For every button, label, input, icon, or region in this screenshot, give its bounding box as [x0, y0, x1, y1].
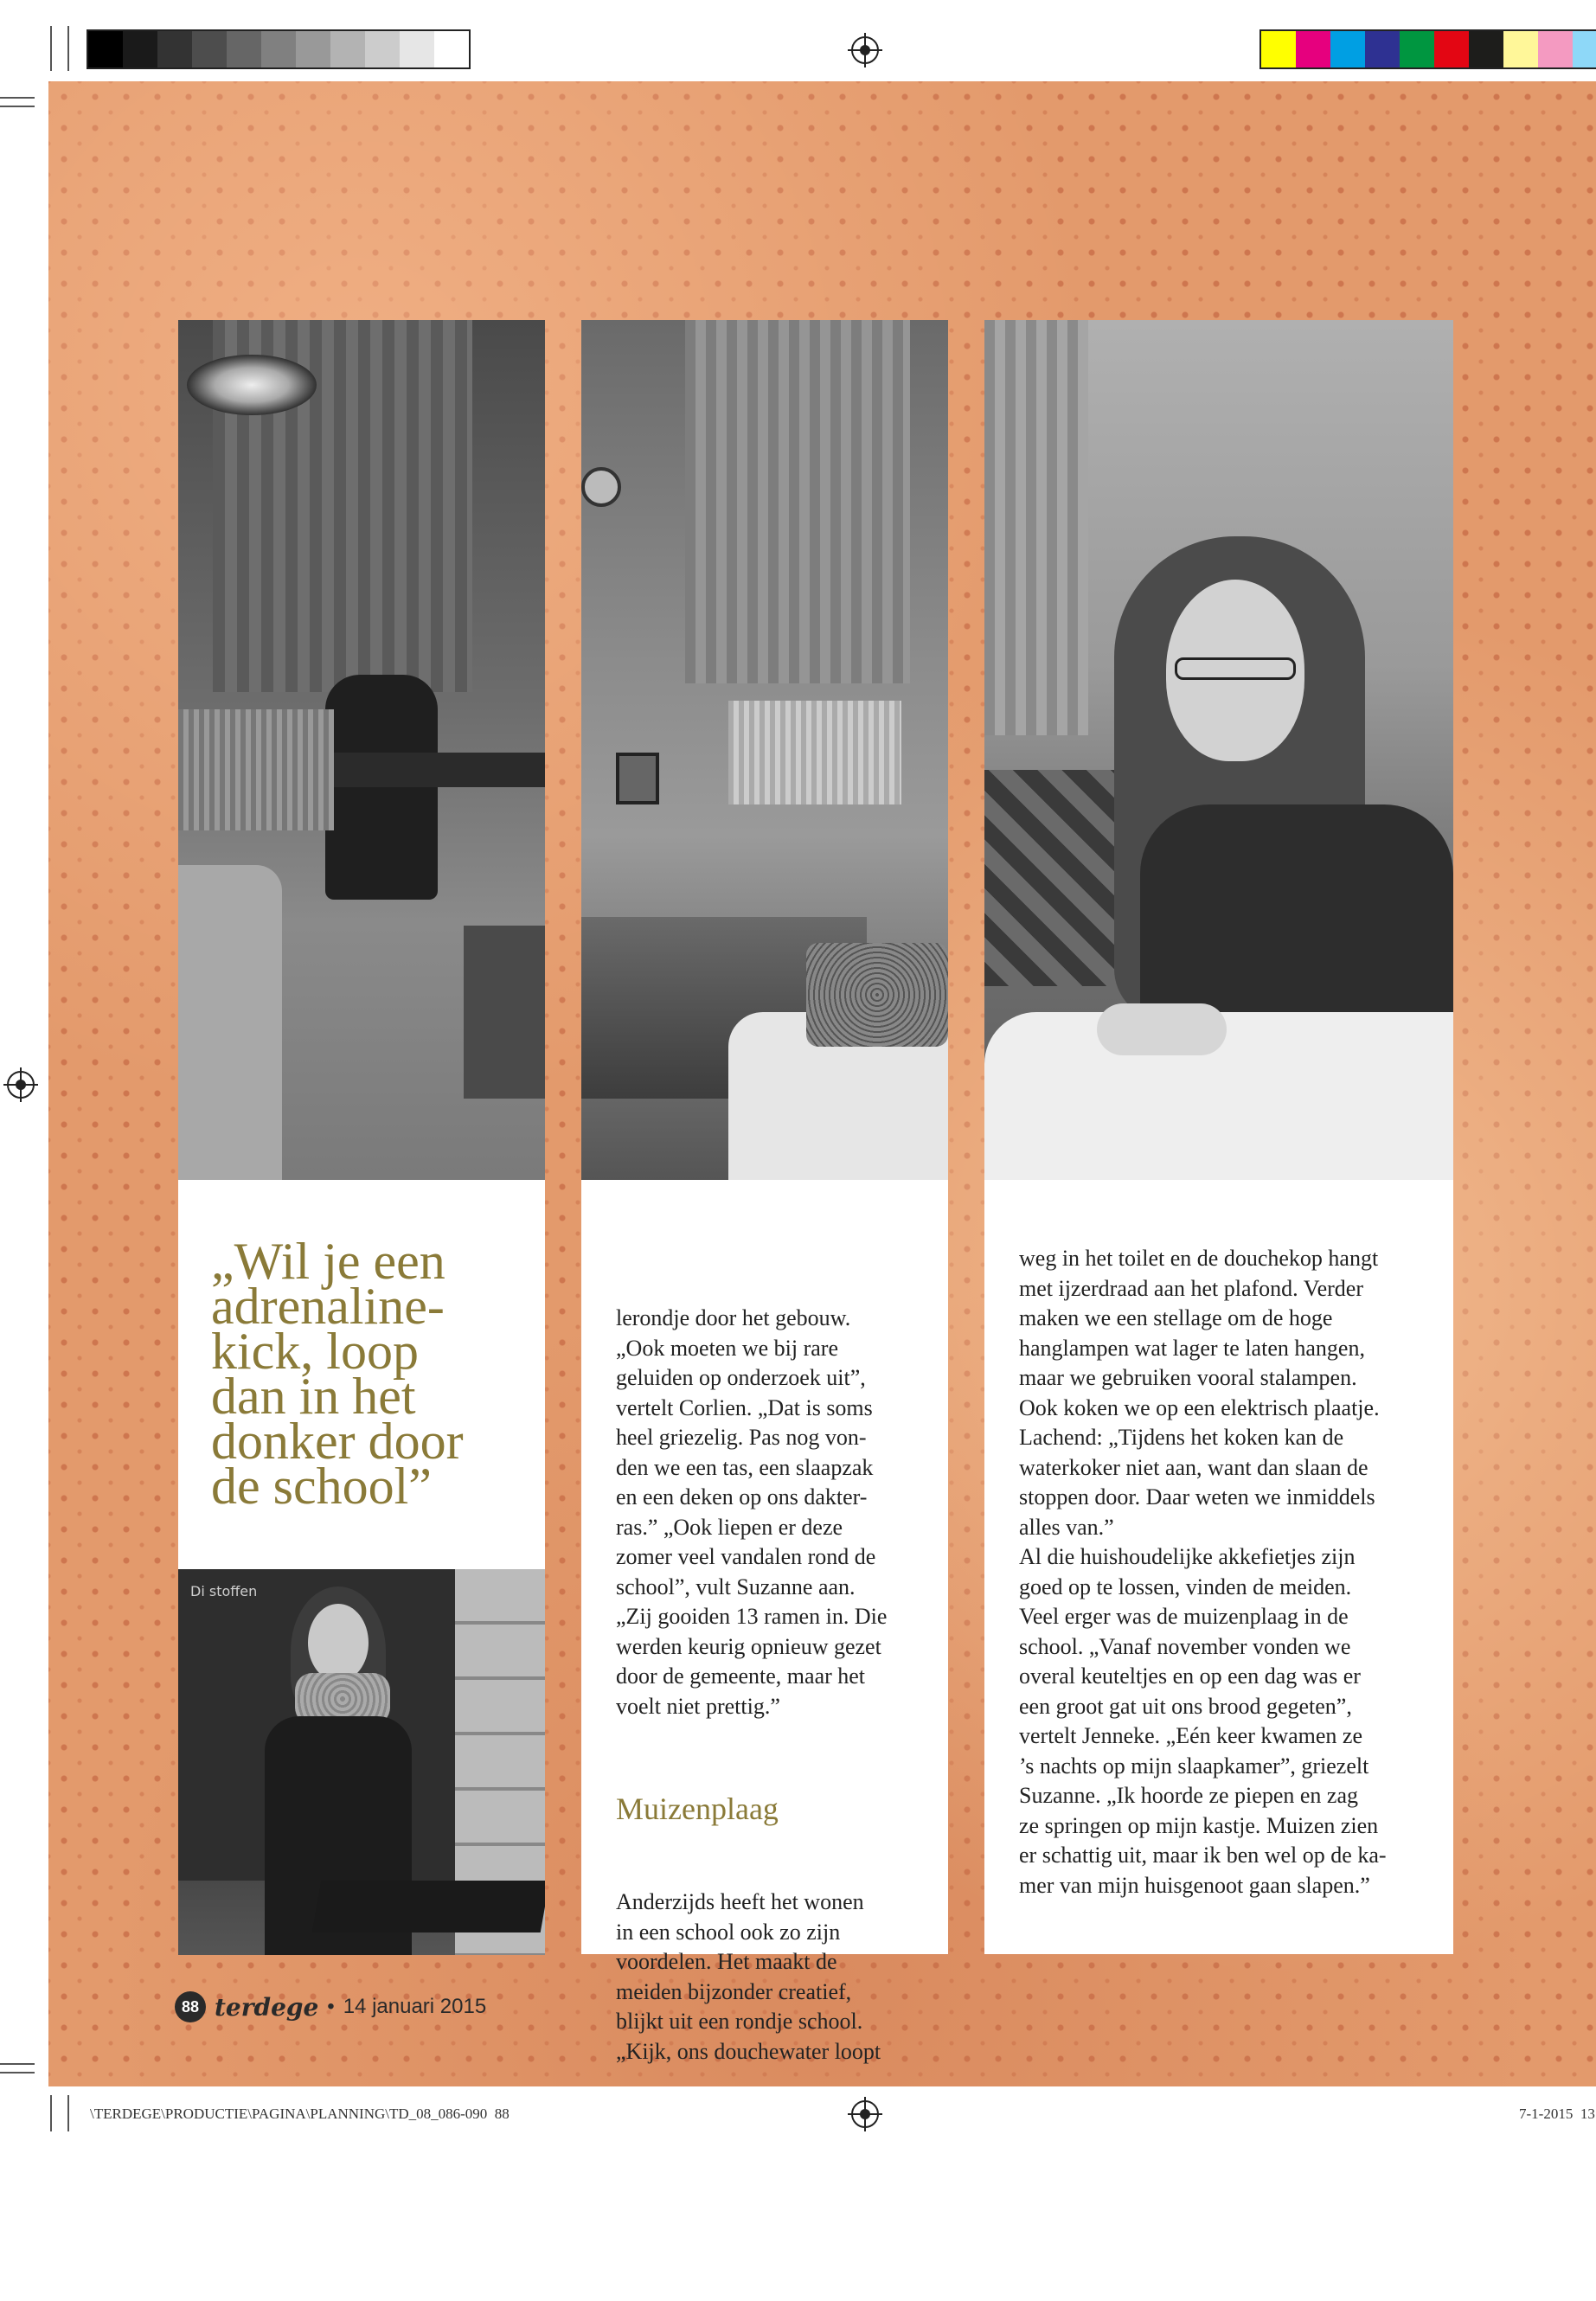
page-number: 88: [175, 1991, 206, 2022]
gray-swatch: [88, 31, 123, 67]
crop-mark: [0, 2063, 35, 2065]
chalk-writing: Di stoffen: [190, 1583, 258, 1599]
color-swatch: [1261, 31, 1296, 67]
print-slug-path: \TERDEGE\PRODUCTIE\PAGINA\PLANNING\TD_08_086-090 88: [90, 2106, 510, 2122]
article-column-2: weg in het toilet en de douchekop hangt met ijzerdraad aan het plafond. Verder maken we een stellage om de hoge hanglampen wat lager te laten hangen, maar we gebruiken vooral stalampen. Ook koken we op een elektrisch plaatje. Lachend: „Tijdens het koken kan de waterkoker niet aan, want dan slaan de stoppen door. Daar weten we inmiddels alles van.” Al die huishoudelijke akkefietjes zijn goed op te lossen, vinden de meiden. Veel erger was de muizenplaag in de school. „Vanaf november vonden we overal keuteltjes en op een dag was er een groot gat uit ons brood gegeten”, vertelt Jenneke. „Eén keer kwamen ze ’s nachts op mijn slaapkamer”, griezelt Suzanne. „Ik hoorde ze piepen en zag ze springen op mijn kastje. Muizen zien er schattig uit, maar ik ben wel op de ka- mer van mijn huisgenoot gaan slapen.”: [1019, 1246, 1387, 1898]
color-swatch: [1400, 31, 1434, 67]
gray-swatch: [157, 31, 192, 67]
office-chair: [325, 675, 438, 900]
registration-mark-icon: [851, 2100, 879, 2128]
photo-woman-at-chalkboard: [178, 1569, 545, 1955]
registration-mark-icon: [851, 36, 879, 64]
sofa: [178, 865, 282, 1180]
crop-mark: [67, 26, 69, 71]
section-subheading: Muizenplaag: [616, 1791, 779, 1826]
gray-density-bar: [87, 29, 471, 69]
curtain: [984, 320, 1088, 735]
desk: [334, 753, 545, 787]
pull-quote: „Wil je een adrenaline- kick, loop dan in het donker door de school”: [211, 1233, 464, 1515]
article-paragraph: lerondje door het gebouw. „Ook moeten we bij rare geluiden op onderzoek uit”, vertelt Corlien. „Dat is soms heel griezelig. Pas nog von- den we een tas, een slaapzak en een deken op ons dakter- ras.” „Ook liepen er deze zomer veel vandalen rond de school”, vult Suzanne aan. „Zij gooiden 13 ramen in. Die werden keurig opnieuw gezet door de gemeente, maar het voelt niet prettig.”: [616, 1305, 888, 1719]
photo-living-room: [581, 320, 948, 1180]
coffee-table: [464, 926, 545, 1099]
glasses-icon: [1175, 657, 1296, 680]
gray-swatch: [261, 31, 296, 67]
footer-bullet: •: [327, 1995, 335, 2018]
color-swatch: [1330, 31, 1365, 67]
color-swatch: [1503, 31, 1538, 67]
color-calibration-bar: [1259, 29, 1596, 69]
table: [312, 1881, 545, 1932]
cushion: [806, 943, 948, 1047]
registration-mark-icon: [7, 1071, 35, 1099]
curtain: [685, 320, 910, 683]
lamp-icon: [187, 355, 317, 415]
crop-mark: [67, 2095, 69, 2131]
crop-mark: [0, 2072, 35, 2073]
gray-swatch: [192, 31, 227, 67]
radiator: [178, 709, 334, 830]
photo-portrait-woman: [984, 320, 1453, 1180]
article-paragraph: Anderzijds heeft het wonen in een school ook zo zijn voordelen. Het maakt de meiden bijzonder creatief, blijkt uit een rondje school. „Kijk, ons douchewater loopt: [616, 1889, 881, 2064]
gray-swatch: [330, 31, 365, 67]
color-swatch: [1469, 31, 1503, 67]
picture-frame: [616, 753, 659, 804]
color-swatch: [1296, 31, 1330, 67]
issue-date: 14 januari 2015: [343, 1995, 487, 2018]
color-swatch: [1365, 31, 1400, 67]
magazine-logo: terdege: [215, 1992, 319, 2022]
crop-mark: [0, 106, 35, 107]
gray-swatch: [296, 31, 330, 67]
dark-sweater: [1140, 804, 1453, 1029]
gray-swatch: [227, 31, 261, 67]
color-swatch: [1434, 31, 1469, 67]
clock-icon: [581, 467, 621, 507]
gray-swatch: [123, 31, 157, 67]
color-swatch: [1538, 31, 1573, 67]
gray-swatch: [400, 31, 434, 67]
gray-swatch: [365, 31, 400, 67]
hands: [1097, 1003, 1227, 1055]
crop-mark: [50, 2095, 52, 2131]
face: [308, 1604, 369, 1682]
crop-mark: [50, 26, 52, 71]
gray-swatch: [434, 31, 469, 67]
crop-mark: [0, 97, 35, 99]
print-slug-date: 7-1-2015 13: [1519, 2106, 1595, 2122]
page-footer: [175, 1991, 486, 2022]
color-swatch: [1573, 31, 1596, 67]
article-column-1: [616, 1244, 887, 2097]
photo-study-room: [178, 320, 545, 1180]
radiator: [728, 701, 901, 804]
